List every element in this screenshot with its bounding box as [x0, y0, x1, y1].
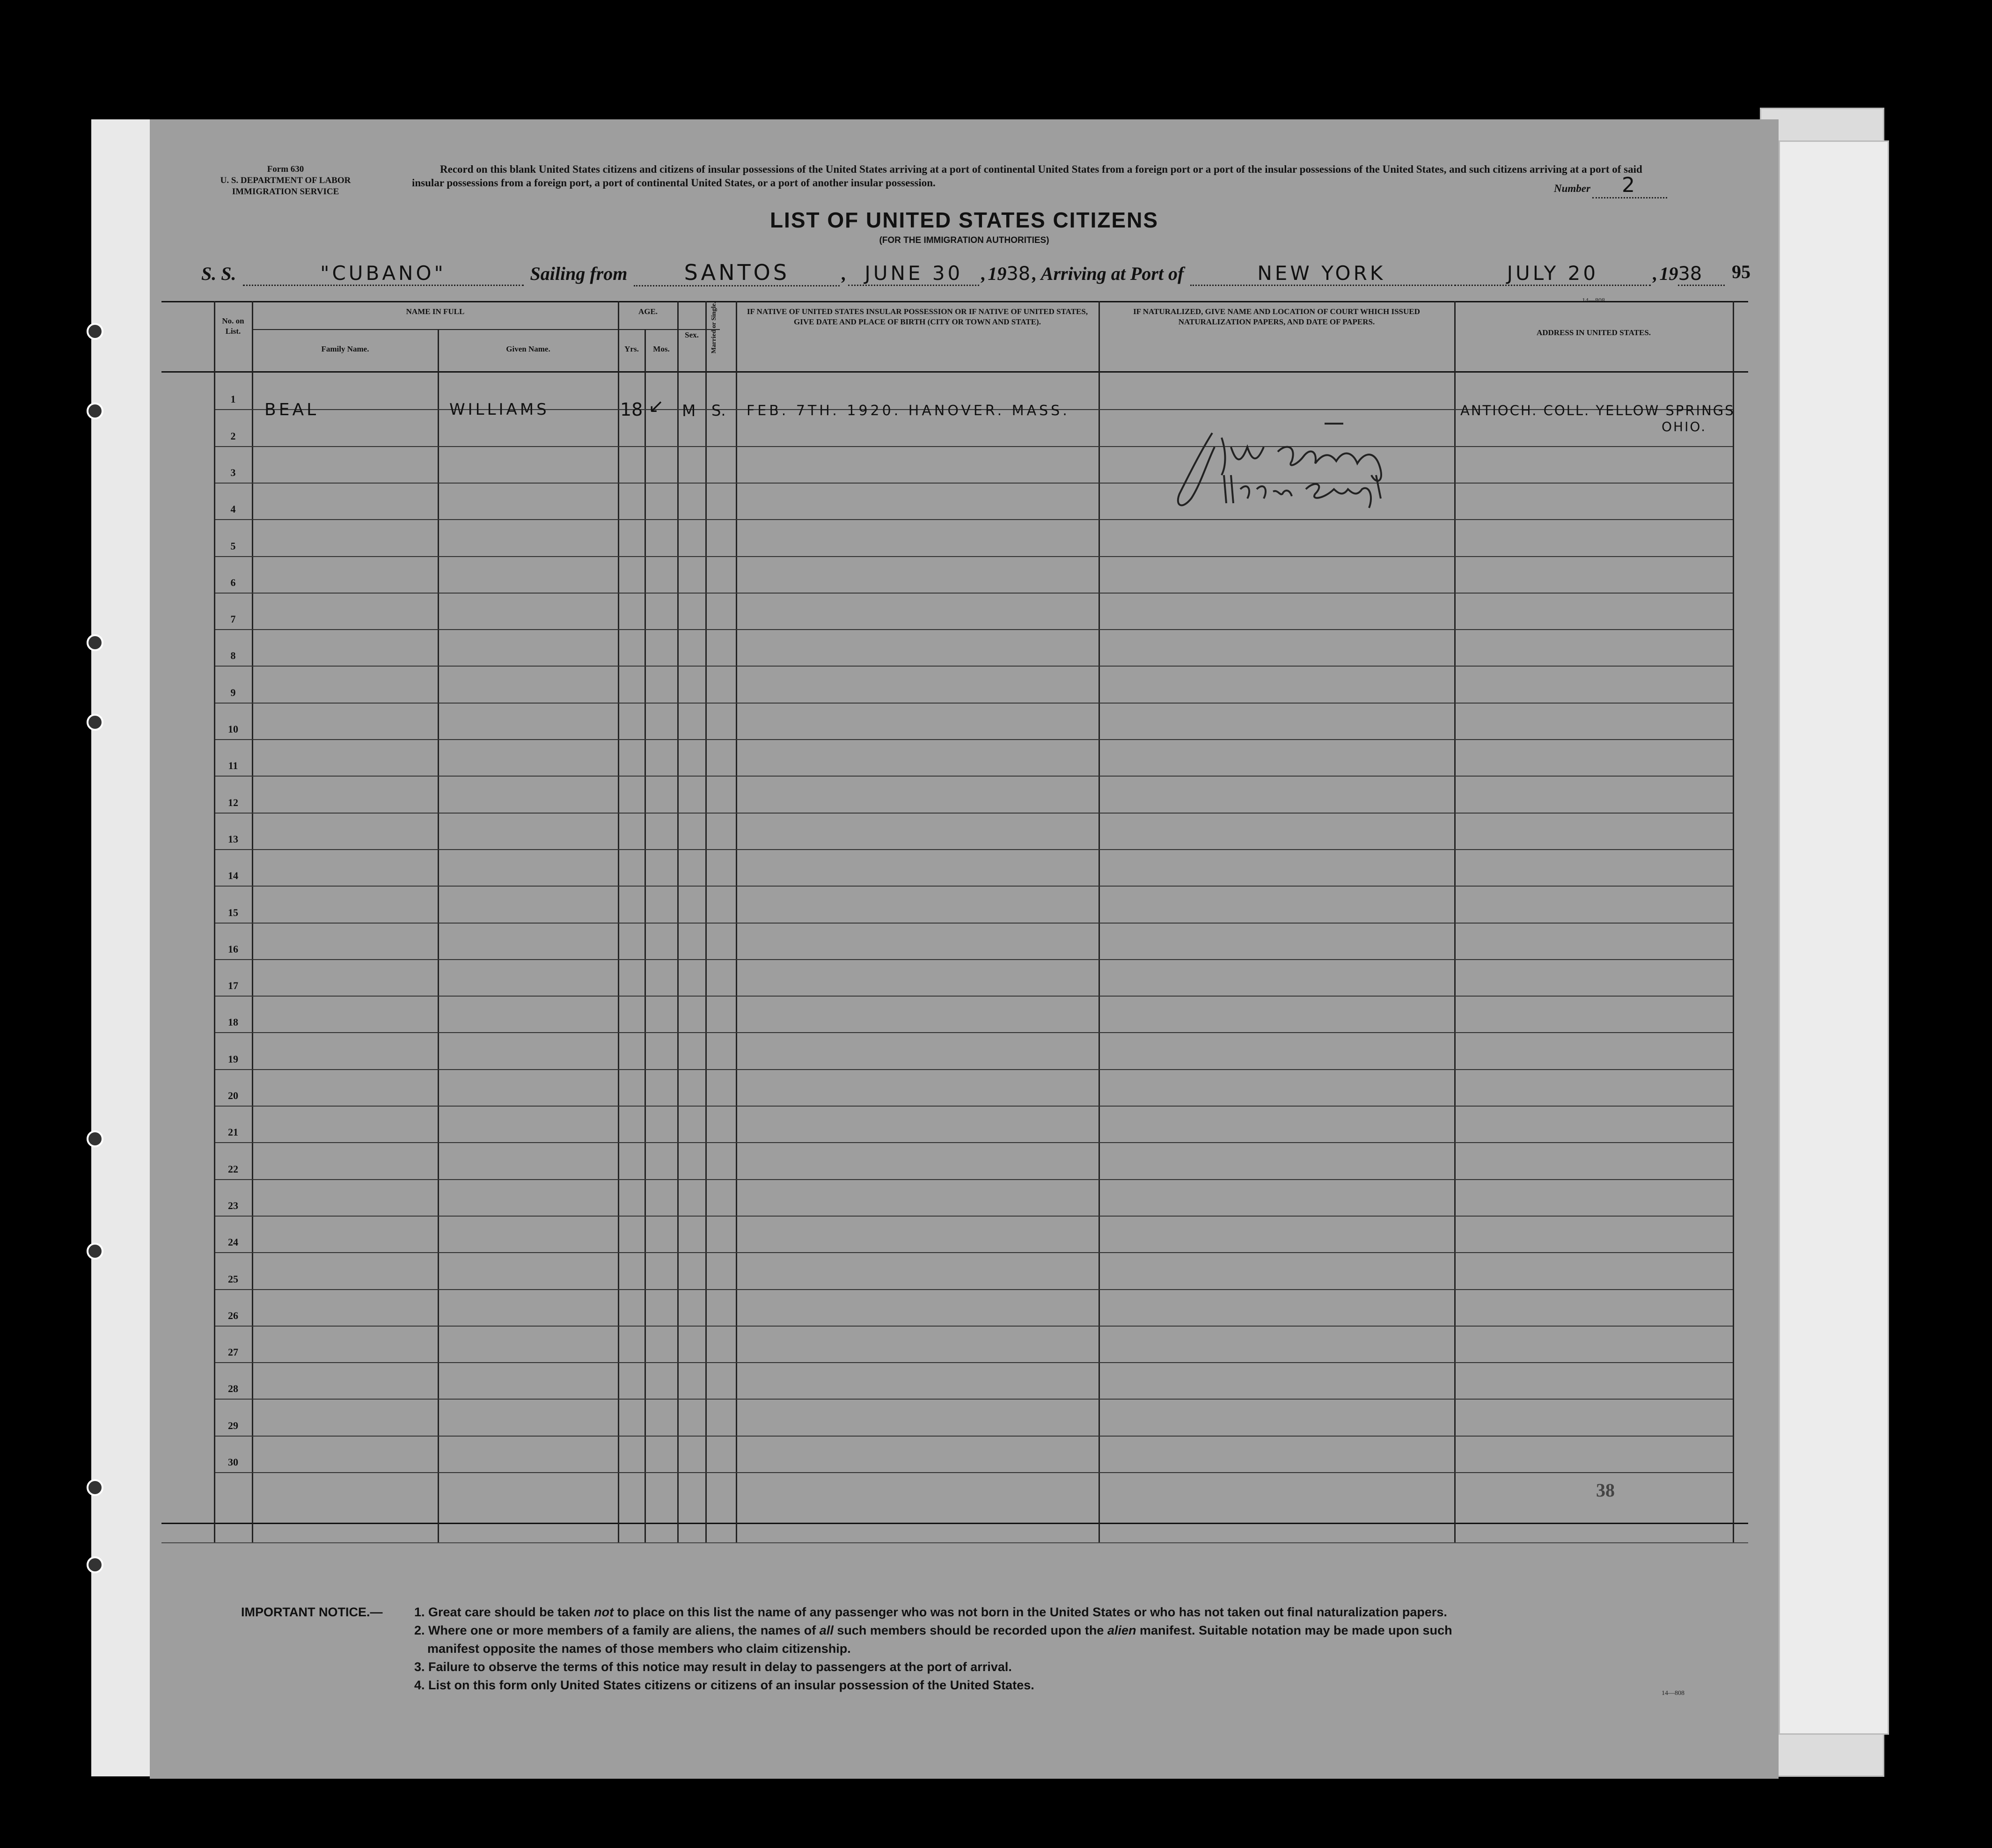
table-row: [215, 593, 1733, 594]
row-number: 14: [228, 870, 238, 882]
row-number: 2: [230, 430, 236, 442]
col-divider: [1733, 301, 1734, 1542]
row-number: 8: [230, 650, 236, 662]
official-signature: [1156, 419, 1456, 527]
page-title: LIST OF UNITED STATES CITIZENS: [769, 208, 1159, 232]
entry-address-line1: ANTIOCH. COLL. YELLOW SPRINGS: [1460, 403, 1735, 418]
row-number: 7: [230, 613, 236, 625]
table-row: [215, 666, 1733, 667]
number-value: 2: [1592, 173, 1667, 198]
entry-age-years: 18: [620, 399, 643, 420]
row-number: 25: [228, 1273, 238, 1285]
table-row: [215, 1106, 1733, 1107]
table-row: [215, 1069, 1733, 1070]
col-divider: [705, 301, 707, 1542]
age-subheader-line: [618, 329, 683, 330]
table-row: [215, 556, 1733, 557]
underlying-page: [1779, 140, 1889, 1735]
row-number: 16: [228, 943, 238, 955]
col-header-age: AGE.: [638, 307, 658, 316]
table-row: [215, 629, 1733, 630]
col-header-naturalized-info: IF NATURALIZED, GIVE NAME AND LOCATION OF COURT WHICH ISSUED NATURALIZATION PAPERS, AND DATE OF PAPERS.: [1133, 307, 1420, 326]
table-row: [215, 1472, 1733, 1473]
col-divider: [677, 301, 679, 1542]
page-subtitle: (FOR THE IMMIGRATION AUTHORITIES): [879, 235, 1049, 245]
row-number: 30: [228, 1456, 238, 1468]
table-row: [215, 959, 1733, 960]
col-header-given-name: Given Name.: [506, 345, 550, 353]
page-number: 95: [1732, 261, 1750, 282]
row-number: 13: [228, 833, 238, 845]
table-row: [215, 739, 1733, 740]
row-number: 28: [228, 1383, 238, 1395]
table-row: [215, 1142, 1733, 1143]
table-row: [215, 483, 1733, 484]
binder-hole: [87, 1556, 103, 1573]
row-number: 5: [230, 540, 236, 552]
arrival-year-suffix: 38: [1678, 263, 1725, 286]
sailing-port: SANTOS: [634, 260, 840, 286]
binder-hole: [87, 714, 103, 731]
service-name: IMMIGRATION SERVICE: [232, 187, 339, 197]
arrival-date: JULY 20: [1454, 262, 1651, 286]
table-row: [215, 1326, 1733, 1327]
col-divider: [252, 301, 253, 1542]
table-row: [215, 886, 1733, 887]
row-number: 6: [230, 576, 236, 588]
table-row: [215, 1289, 1733, 1290]
table-row: [215, 1436, 1733, 1437]
col-divider: [438, 329, 439, 1542]
table-row: [215, 1252, 1733, 1253]
row-number: 17: [228, 980, 238, 992]
header-bottom-border: [161, 371, 1748, 373]
col-header-native-info: IF NATIVE OF UNITED STATES INSULAR POSSESSION OR IF NATIVE OF UNITED STATES, GIVE DATE AND PLACE OF BIRTH (CITY OR TOWN AND STATE).: [747, 307, 1088, 326]
row-number: 10: [228, 723, 238, 735]
row-number: 18: [228, 1016, 238, 1028]
voyage-line: S. S. "CUBANO" Sailing from SANTOS , JUNE 30 , 1938 , Arriving at Port of NEW YORK JULY 20 , 1938: [201, 260, 1774, 293]
binder-hole: [87, 1479, 103, 1496]
table-row: [215, 1399, 1733, 1400]
row-number: 9: [230, 686, 236, 698]
col-header-family-name: Family Name.: [321, 345, 369, 353]
table-row: [215, 1179, 1733, 1180]
sailing-year-suffix: 38: [1006, 263, 1031, 285]
notice-heading: IMPORTANT NOTICE.—: [241, 1605, 383, 1619]
binder-hole: [87, 1243, 103, 1260]
signature-drawing: [1156, 419, 1456, 527]
table-row: [215, 519, 1733, 520]
stamp-number: 38: [1596, 1480, 1615, 1501]
row-number: 22: [228, 1163, 238, 1175]
entry-age-months: ↙: [648, 396, 664, 417]
notice-item-2-cont: manifest opposite the names of those members who claim citizenship.: [427, 1642, 851, 1656]
col-header-married: Married or Single.: [710, 301, 718, 354]
col-divider: [1099, 301, 1100, 1542]
arrival-year-prefix: 19: [1659, 263, 1678, 284]
sailing-label: Sailing from: [530, 263, 628, 284]
entry-birth-info: FEB. 7TH. 1920. HANOVER. MASS.: [747, 403, 1070, 419]
col-header-no: No. on List.: [222, 316, 244, 336]
important-notice: [241, 1603, 1748, 1694]
col-header-mos: Mos.: [653, 345, 670, 353]
binder-hole: [87, 403, 103, 419]
row-number: 21: [228, 1126, 238, 1138]
row-number: 29: [228, 1419, 238, 1431]
intro-text: Record on this blank United States citizens and citizens of insular possessions of the United States arriving at a port of continental United States from a foreign port or a port of the insular possessions of the United States, and such citizens arriving at a port of said insular possessions from a foreign port, a port of continental United States, or a port of another insular possession.: [412, 163, 1642, 189]
sailing-year-prefix: 19: [988, 263, 1007, 284]
table-row: [215, 446, 1733, 447]
table-top-border: [161, 301, 1748, 302]
binder-hole: [87, 323, 103, 340]
table-row: [215, 776, 1733, 777]
row-number: 3: [230, 466, 236, 478]
manifest-sheet: [150, 119, 1779, 1779]
form-number: Form 630: [267, 164, 304, 174]
entry-given-name: WILLIAMS: [449, 400, 549, 419]
sailing-date: JUNE 30: [848, 262, 979, 286]
row-number: 24: [228, 1236, 238, 1248]
table-row: [215, 923, 1733, 924]
row-number: 20: [228, 1090, 238, 1101]
table-row: [215, 703, 1733, 704]
col-header-name-in-full: NAME IN FULL: [406, 307, 465, 316]
table-bottom-border: [161, 1523, 1748, 1524]
binder-hole: [87, 634, 103, 651]
col-header-address: ADDRESS IN UNITED STATES.: [1536, 328, 1651, 337]
arriving-label: , Arriving at Port of: [1032, 263, 1184, 284]
number-field: [1554, 173, 1685, 198]
col-divider: [618, 301, 619, 1542]
agency-header: [187, 164, 384, 198]
col-header-yrs: Yrs.: [624, 345, 639, 353]
row-number: 27: [228, 1346, 238, 1358]
row-number: 19: [228, 1053, 238, 1065]
notice-item-3: 3. Failure to observe the terms of this notice may result in delay to passengers at the port of arrival.: [414, 1660, 1012, 1674]
notice-item-4: 4. List on this form only United States citizens or citizens of an insular possession of the United States.: [414, 1678, 1034, 1692]
row-number: 12: [228, 796, 238, 808]
table-base-line: [161, 1542, 1748, 1543]
col-divider: [644, 329, 646, 1542]
row-number: 1: [230, 393, 236, 405]
arrival-port: NEW YORK: [1190, 262, 1452, 286]
form-code-bottom: 14—808: [1662, 1690, 1684, 1697]
table-row: [215, 849, 1733, 850]
department-name: U. S. DEPARTMENT OF LABOR: [220, 176, 351, 185]
row-number: 23: [228, 1199, 238, 1211]
row-number: 26: [228, 1309, 238, 1321]
table-row: [215, 1362, 1733, 1363]
entry-marital-status: S.: [711, 402, 726, 419]
col-divider: [214, 301, 215, 1542]
binder-hole: [87, 1130, 103, 1147]
row-number: 11: [228, 760, 238, 772]
entry-sex: M: [682, 402, 696, 420]
row-number: 15: [228, 906, 238, 918]
col-header-sex: Sex.: [685, 330, 699, 339]
table-row: [215, 1032, 1733, 1033]
entry-family-name: BEAL: [264, 400, 319, 419]
notice-item-1: 1. Great care should be taken not to place on this list the name of any passenger who was not born in the United States or who has not taken out final naturalization papers.: [414, 1605, 1447, 1619]
number-label: Number: [1554, 183, 1590, 194]
row-number: 4: [230, 503, 236, 515]
col-divider: [736, 301, 737, 1542]
table-row: [215, 813, 1733, 814]
table-row: [215, 1216, 1733, 1217]
ship-name: "CUBANO": [243, 262, 524, 286]
ss-label: S. S.: [201, 263, 236, 284]
table-row: [215, 996, 1733, 997]
notice-item-2: 2. Where one or more members of a family are aliens, the names of all such members should be recorded upon the alien manifest. Suitable notation may be made upon such: [414, 1623, 1452, 1637]
entry-address-line2: OHIO.: [1662, 419, 1707, 434]
